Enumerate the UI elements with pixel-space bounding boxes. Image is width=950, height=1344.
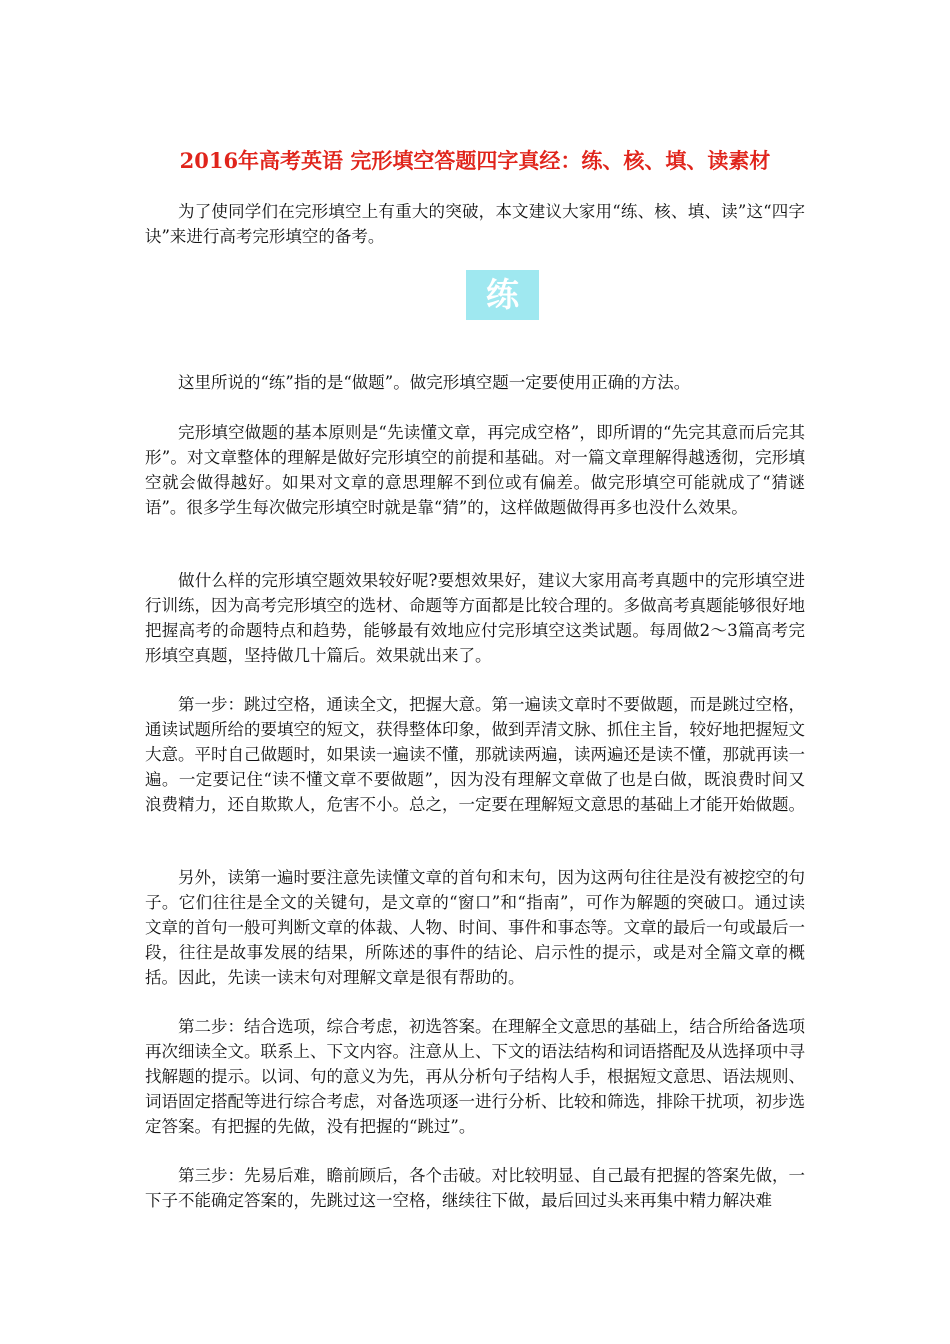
paragraph-1: 这里所说的“练”指的是“做题”。做完形填空题一定要使用正确的方法。 xyxy=(178,373,691,392)
paragraph-5: 另外，读第一遍时要注意先读懂文章的首句和末句，因为这两句往往是没有被挖空的句子。它们往往是全文的关键句，是文章的“窗口”和“指南”，可作为解题的突破口。通过读文章的首句一般可判断文章的体裁、人物、时间、事件和事态等。文章的最后一句或最后一段，往往是故事发展的结果，所陈述的事件的结论、启示性的提示，或是对全篇文章的概括。因此，先读一读末句对理解文章是很有帮助的。 xyxy=(145,868,805,987)
intro-paragraph: 为了使同学们在完形填空上有重大的突破，本文建议大家用“练、核、填、读”这“四字诀”来进行高考完形填空的备考。 xyxy=(145,202,805,246)
section-badge-lian: 练 xyxy=(466,270,539,320)
paragraph-6: 第二步：结合选项，综合考虑，初选答案。在理解全文意思的基础上，结合所给备选项再次细读全文。联系上、下文内容。注意从上、下文的语法结构和词语搭配及从选择项中寻找解题的提示。以词、句的意义为先，再从分析句子结构人手，根据短文意思、语法规则、词语固定搭配等进行综合考虑，对备选项逐一进行分析、比较和筛选，排除干扰项，初步选定答案。有把握的先做，没有把握的“跳过”。 xyxy=(145,1017,805,1136)
paragraph-2: 完形填空做题的基本原则是“先读懂文章，再完成空格”，即所谓的“先完其意而后完其形”。对文章整体的理解是做好完形填空的前提和基础。对一篇文章理解得越透彻，完形填空就会做得越好。如果对文章的意思理解不到位或有偏差。做完形填空可能就成了“猜谜语”。很多学生每次做完形填空时就是靠“猜”的，这样做题做得再多也没什么效果。 xyxy=(145,423,805,517)
document-title: 2016年高考英语 完形填空答题四字真经：练、核、填、读素材 xyxy=(179,148,771,173)
paragraph-7: 第三步：先易后难，瞻前顾后，各个击破。对比较明显、自己最有把握的答案先做，一下子不能确定答案的，先跳过这一空格，继续往下做，最后回过头来再集中精力解决难 xyxy=(145,1166,805,1210)
paragraph-3: 做什么样的完形填空题效果较好呢?要想效果好，建议大家用高考真题中的完形填空进行训练，因为高考完形填空的选材、命题等方面都是比较合理的。多做高考真题能够很好地把握高考的命题特点和趋势，能够最有效地应付完形填空这类试题。每周做2～3篇高考完形填空真题，坚持做几十篇后。效果就出来了。 xyxy=(145,571,805,665)
paragraph-4: 第一步：跳过空格，通读全文，把握大意。第一遍读文章时不要做题，而是跳过空格，通读试题所给的要填空的短文，获得整体印象，做到弄清文脉、抓住主旨，较好地把握短文大意。平时自己做题时，如果读一遍读不懂，那就读两遍，读两遍还是读不懂，那就再读一遍。一定要记住“读不懂文章不要做题”，因为没有理解文章做了也是白做，既浪费时间又浪费精力，还自欺欺人，危害不小。总之，一定要在理解短文意思的基础上才能开始做题。 xyxy=(145,695,805,814)
